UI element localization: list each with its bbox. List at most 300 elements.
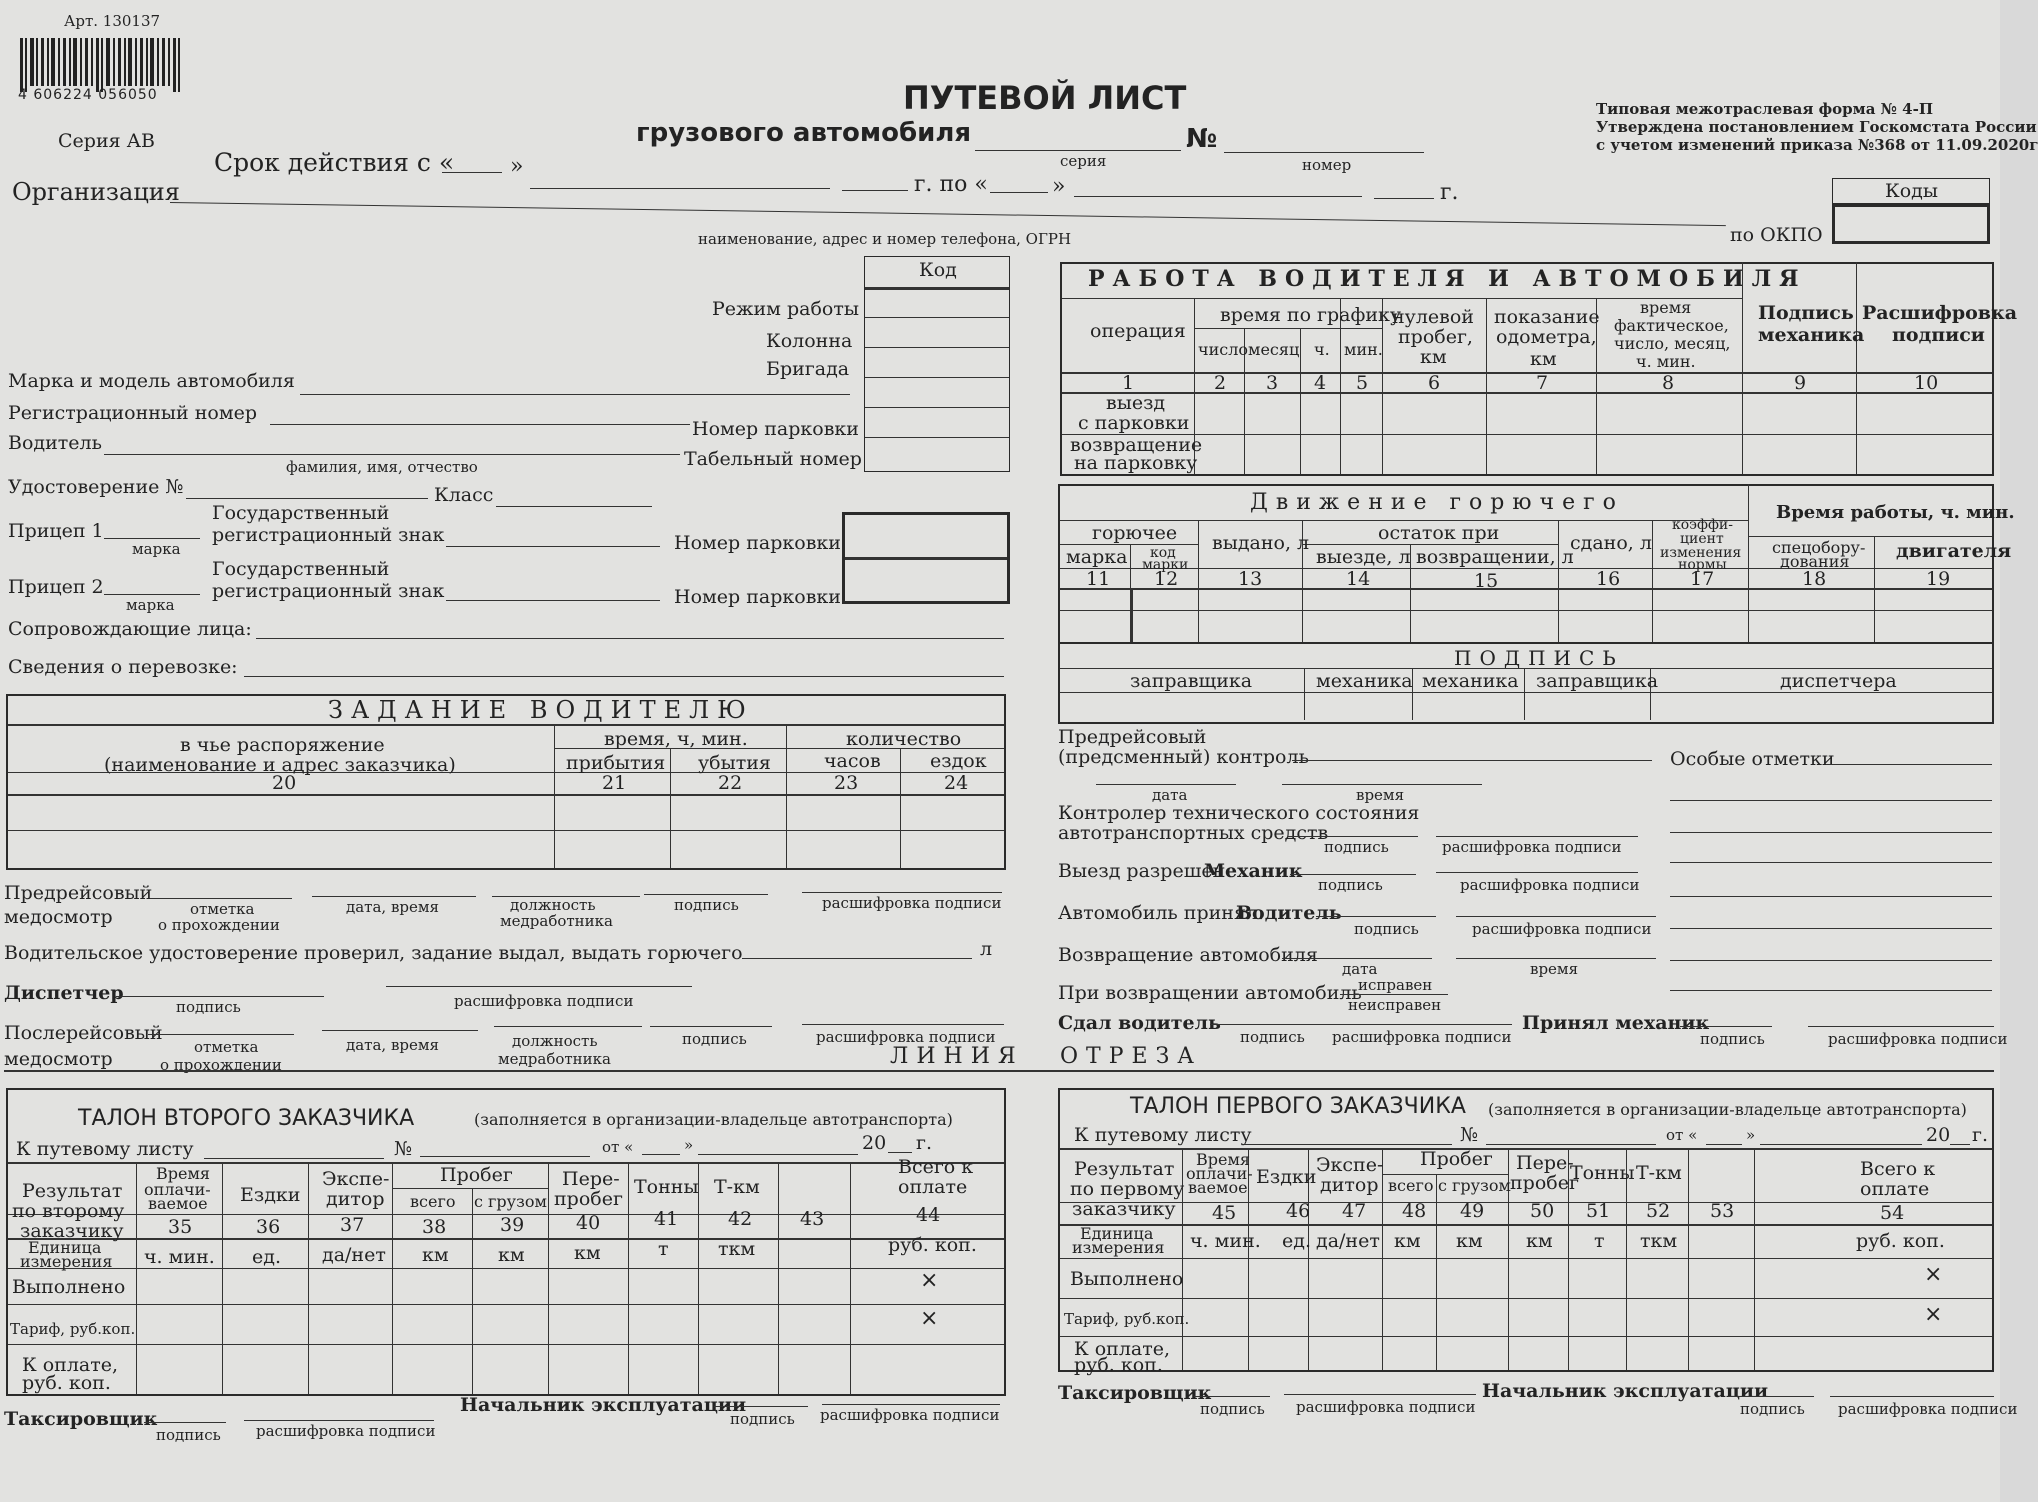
first-unit-km: км xyxy=(1394,1230,1421,1252)
first-col-over-1: Пере- xyxy=(1516,1152,1574,1174)
coef-2: циент xyxy=(1680,531,1724,547)
coef-4: нормы xyxy=(1678,557,1727,573)
serviceable-option[interactable]: исправен xyxy=(1358,976,1433,994)
brigade-label: Бригада xyxy=(766,358,850,380)
first-col-loaded: с грузом xyxy=(1438,1176,1511,1195)
return-row-2: на парковку xyxy=(1074,452,1198,474)
page-title: ПУТЕВОЙ ЛИСТ xyxy=(903,79,1187,117)
second-unit-km-2: км xyxy=(498,1244,525,1266)
inspector-sign-field[interactable] xyxy=(1288,836,1418,837)
issued-header: выдано, л xyxy=(1212,532,1310,554)
second-head-sign[interactable] xyxy=(714,1406,808,1407)
fuel-movement-title: Движение горючего xyxy=(1250,490,1624,515)
first-head-decode-cap: расшифровка подписи xyxy=(1838,1400,2018,1418)
col-20: 20 xyxy=(272,772,297,794)
hour-header: ч. xyxy=(1314,340,1330,359)
first-year-g: г. xyxy=(1972,1124,1988,1146)
codes-header xyxy=(1832,178,1990,204)
first-head-label: Начальник эксплуатации xyxy=(1482,1380,1769,1402)
accept-sign-cap: подпись xyxy=(1354,920,1419,938)
posttrip-decode-field[interactable] xyxy=(802,1024,1004,1025)
actual-time-1: время xyxy=(1640,298,1692,317)
pretrip-decode-cap: расшифровка подписи xyxy=(822,894,1002,912)
col-3: 3 xyxy=(1266,372,1279,394)
okpo-label: по ОКПО xyxy=(1730,224,1823,246)
second-year-field[interactable] xyxy=(888,1152,912,1153)
first-col-time-2: оплачи- xyxy=(1186,1164,1253,1183)
col-50: 50 xyxy=(1530,1200,1555,1222)
posttrip-sign-field[interactable] xyxy=(650,1026,772,1027)
first-col-trips: Ездки xyxy=(1256,1166,1317,1188)
col-23: 23 xyxy=(834,772,859,794)
mech-sign-2: механика xyxy=(1758,324,1865,346)
work-mode-label: Режим работы xyxy=(712,298,859,320)
reg-number-field[interactable] xyxy=(270,424,690,425)
second-head-decode[interactable] xyxy=(822,1404,1000,1405)
pretrip-med-2: медосмотр xyxy=(4,906,113,928)
first-taxer-decode[interactable] xyxy=(1284,1394,1476,1395)
second-customer-coupon xyxy=(6,1088,1006,1396)
col-37: 37 xyxy=(340,1214,365,1236)
second-coupon-title: ТАЛОН ВТОРОГО ЗАКАЗЧИКА xyxy=(78,1106,415,1131)
first-unit-km-3: км xyxy=(1526,1230,1553,1252)
posttrip-med-1: Послерейсовый xyxy=(4,1022,163,1044)
pretrip-date-field[interactable] xyxy=(312,896,476,897)
exit-row-2: с парковки xyxy=(1078,412,1190,434)
precheck-date-field[interactable] xyxy=(1096,784,1236,785)
dispatcher-sign-cap: подпись xyxy=(176,998,241,1016)
org-caption: наименование, адрес и номер телефона, ОГРН xyxy=(698,230,1072,248)
accepted-decode-field[interactable] xyxy=(1808,1026,1994,1027)
col-44: 44 xyxy=(916,1204,941,1226)
first-head-decode[interactable] xyxy=(1830,1396,1994,1397)
col-21: 21 xyxy=(602,772,627,794)
pretrip-date-cap: дата, время xyxy=(346,898,440,916)
handed-over-label: Сдал водитель xyxy=(1058,1012,1221,1034)
second-month-field[interactable] xyxy=(698,1154,858,1155)
pretrip-sign-cap: подпись xyxy=(674,896,739,914)
posttrip-mark-field[interactable] xyxy=(148,1034,294,1035)
special-notes-line-3[interactable] xyxy=(1670,832,1992,833)
posttrip-position-cap-1: должность xyxy=(512,1032,598,1050)
second-unit-t: т xyxy=(658,1238,669,1260)
series-label: Серия АВ xyxy=(58,130,155,152)
special-notes-line-4[interactable] xyxy=(1670,862,1992,863)
first-col-tons: Тонны xyxy=(1570,1162,1635,1184)
trailer2-parking-label: Номер парковки xyxy=(674,586,841,608)
first-from: от « xyxy=(1666,1126,1698,1144)
accompanying-field[interactable] xyxy=(256,638,1004,639)
second-taxer-sign[interactable] xyxy=(144,1422,226,1423)
pretrip-position-cap-2: медработника xyxy=(500,912,613,930)
codes-box xyxy=(864,256,1010,472)
second-coupon-note: (заполняется в организации-владельце автотранспорта) xyxy=(474,1110,953,1129)
okpo-code-box[interactable] xyxy=(1832,204,1990,244)
validity-from-year[interactable] xyxy=(842,190,908,191)
zero-run-1: нулевой xyxy=(1392,306,1474,328)
first-unit-km-2: км xyxy=(1456,1230,1483,1252)
license-label: Удостоверение № xyxy=(8,476,184,498)
parking-box[interactable] xyxy=(842,512,1010,604)
second-waybill-number[interactable] xyxy=(420,1156,590,1157)
car-model-field[interactable] xyxy=(300,394,850,395)
second-result-2: по второму xyxy=(12,1200,125,1222)
posttrip-mark-cap-1: отметка xyxy=(194,1038,259,1056)
first-waybill-series[interactable] xyxy=(1242,1144,1452,1145)
second-cross-1: × xyxy=(920,1268,939,1293)
first-waybill-number[interactable] xyxy=(1486,1144,1656,1145)
second-day-field[interactable] xyxy=(642,1154,680,1155)
col-1: 1 xyxy=(1122,372,1135,394)
validity-to-month[interactable] xyxy=(1074,196,1362,197)
second-head-label: Начальник эксплуатации xyxy=(460,1394,747,1416)
accept-sign-field[interactable] xyxy=(1316,916,1436,917)
driver-field[interactable] xyxy=(104,454,680,455)
col-39: 39 xyxy=(500,1214,525,1236)
accepted-decode-cap: расшифровка подписи xyxy=(1828,1030,2008,1048)
col-48: 48 xyxy=(1402,1200,1427,1222)
first-result-2: по первому xyxy=(1070,1178,1185,1200)
sign-refueler-2: заправщика xyxy=(1536,670,1659,692)
col-5: 5 xyxy=(1356,372,1369,394)
actual-time-4: ч. мин. xyxy=(1636,352,1696,371)
first-coupon-title: ТАЛОН ПЕРВОГО ЗАКАЗЧИКА xyxy=(1130,1094,1466,1119)
exit-row-1: выезд xyxy=(1106,392,1166,414)
first-col-total: всего xyxy=(1388,1176,1434,1195)
precheck-1: Предрейсовый xyxy=(1058,726,1207,748)
fuel-brand-header: марка xyxy=(1066,546,1128,568)
class-field[interactable] xyxy=(496,506,652,507)
second-col-loaded: с грузом xyxy=(474,1192,547,1211)
posttrip-position-field[interactable] xyxy=(494,1026,642,1027)
exit-decode-field[interactable] xyxy=(1436,872,1638,873)
task-col-customer-2: (наименование и адрес заказчика) xyxy=(104,754,456,776)
second-unit-tkm: ткм xyxy=(718,1238,756,1260)
second-col-tons: Тонны xyxy=(634,1176,699,1198)
fuel-code-2: марки xyxy=(1142,557,1189,573)
posttrip-decode-cap: расшифровка подписи xyxy=(816,1028,996,1046)
trailer2-plate-field[interactable] xyxy=(446,600,660,601)
handed-sign-cap: подпись xyxy=(1240,1028,1305,1046)
trailer1-parking-label: Номер парковки xyxy=(674,532,841,554)
actual-time-2: фактическое, xyxy=(1614,316,1729,335)
first-taxer-label: Таксировщик xyxy=(1058,1382,1212,1404)
accompanying-label: Сопровождающие лица: xyxy=(8,618,252,640)
sign-mechanic-2: механика xyxy=(1422,670,1519,692)
trailer1-plate-field[interactable] xyxy=(446,546,660,547)
first-col-sum-1: Всего к xyxy=(1860,1158,1936,1180)
col-2: 2 xyxy=(1214,372,1227,394)
first-unit-tkm: ткм xyxy=(1640,1230,1678,1252)
page-subtitle: грузового автомобиля xyxy=(636,118,972,148)
return-row-1: возвращение xyxy=(1070,434,1203,456)
col-42: 42 xyxy=(728,1208,753,1230)
col-22: 22 xyxy=(718,772,743,794)
car-model-label: Марка и модель автомобиля xyxy=(8,370,295,392)
fuel-header: горючее xyxy=(1092,522,1178,544)
first-col-exp-2: дитор xyxy=(1320,1174,1379,1196)
mechanic-label: Механик xyxy=(1204,860,1303,882)
trailer1-brand-caption: марка xyxy=(132,540,181,558)
first-day-field[interactable] xyxy=(1706,1144,1742,1145)
series-field[interactable] xyxy=(975,150,1181,151)
first-payable-2: руб. коп. xyxy=(1074,1354,1163,1376)
second-waybill-series[interactable] xyxy=(204,1158,384,1159)
exit-sign-cap: подпись xyxy=(1318,876,1383,894)
first-col-mileage: Пробег xyxy=(1420,1148,1493,1170)
col-6: 6 xyxy=(1428,372,1441,394)
second-unit-km: км xyxy=(422,1244,449,1266)
second-unit-km-3: км xyxy=(574,1242,601,1264)
trailer2-brand-field[interactable] xyxy=(104,594,200,595)
second-col-time-1: Время xyxy=(156,1164,211,1183)
col-54: 54 xyxy=(1880,1202,1905,1224)
org-field[interactable] xyxy=(170,202,1726,226)
zero-run-km: км xyxy=(1420,346,1447,368)
col-47: 47 xyxy=(1342,1200,1367,1222)
first-tariff: Тариф, руб.коп. xyxy=(1064,1310,1190,1328)
cut-line-label-1: ЛИНИЯ xyxy=(890,1044,1024,1069)
coef-3: изменения xyxy=(1660,545,1742,561)
col-53: 53 xyxy=(1710,1200,1735,1222)
first-taxer-sign-cap: подпись xyxy=(1200,1400,1265,1418)
second-col-exp-2: дитор xyxy=(326,1188,385,1210)
driver-caption: фамилия, имя, отчество xyxy=(286,458,478,476)
posttrip-position-cap-2: медработника xyxy=(498,1050,611,1068)
trailer1-gos-label-2: регистрационный знак xyxy=(212,524,445,546)
second-col-time-2: оплачи- xyxy=(144,1180,211,1199)
cut-line xyxy=(4,1070,1994,1072)
validity-label: Срок действия с « xyxy=(214,148,455,177)
return-date-field[interactable] xyxy=(1282,958,1432,959)
zero-run-2: пробег, xyxy=(1398,326,1473,348)
liters-unit: л xyxy=(980,938,993,960)
sign-refueler: заправщика xyxy=(1130,670,1253,692)
signatures-table xyxy=(1058,644,1994,724)
minute-header: мин. xyxy=(1344,340,1383,359)
inspector-decode-field[interactable] xyxy=(1436,836,1638,837)
exit-sign-field[interactable] xyxy=(1290,874,1416,875)
posttrip-date-field[interactable] xyxy=(322,1030,478,1031)
second-payable-2: руб. коп. xyxy=(22,1372,111,1394)
first-col-over-2: пробег xyxy=(1510,1172,1579,1194)
first-head-sign-cap: подпись xyxy=(1740,1400,1805,1418)
quote-close-2: » xyxy=(1052,174,1066,199)
dispatcher-label: Диспетчер xyxy=(4,982,124,1004)
first-unit-rub: руб. коп. xyxy=(1856,1230,1945,1252)
col-24: 24 xyxy=(944,772,969,794)
task-col-customer-1: в чье распоряжение xyxy=(180,734,385,756)
precheck-date-cap: дата xyxy=(1152,786,1188,804)
first-month-field[interactable] xyxy=(1760,1144,1922,1145)
second-unit-2: измерения xyxy=(20,1252,113,1271)
second-taxer-sign-cap: подпись xyxy=(156,1426,221,1444)
second-col-time-3: ваемое xyxy=(148,1194,208,1213)
col-46: 46 xyxy=(1286,1200,1311,1222)
second-col-sum-1: Всего к xyxy=(898,1156,974,1178)
first-col-exp-1: Экспе- xyxy=(1316,1154,1384,1176)
first-quote: » xyxy=(1746,1126,1756,1144)
first-num-sign: № xyxy=(1460,1124,1478,1146)
first-unit-2: измерения xyxy=(1072,1238,1165,1257)
decode-2: подписи xyxy=(1892,324,1985,346)
driver-accept-label: Водитель xyxy=(1236,902,1342,924)
second-tariff: Тариф, руб.коп. xyxy=(10,1320,136,1338)
first-head-sign[interactable] xyxy=(1728,1396,1814,1397)
accept-decode-field[interactable] xyxy=(1456,916,1656,917)
number-caption: номер xyxy=(1302,156,1352,174)
second-unit-yesno: да/нет xyxy=(322,1244,386,1266)
handed-sign-field[interactable] xyxy=(1210,1024,1328,1025)
first-year-field[interactable] xyxy=(1950,1144,1970,1145)
col-49: 49 xyxy=(1460,1200,1485,1222)
second-year-g: г. xyxy=(916,1132,932,1154)
posttrip-sign-cap: подпись xyxy=(682,1030,747,1048)
second-unit-rub: руб. коп. xyxy=(888,1234,977,1256)
barcode xyxy=(18,38,188,104)
second-unit-1: Единица xyxy=(28,1238,102,1257)
col-52: 52 xyxy=(1646,1200,1671,1222)
work-time-header: Время работы, ч. мин. xyxy=(1776,502,2015,523)
year-suffix: г. xyxy=(1440,180,1459,205)
pretrip-mark-field[interactable] xyxy=(150,898,292,899)
dispatcher-sign-field[interactable] xyxy=(116,996,324,997)
special-notes-line-2[interactable] xyxy=(1670,800,1992,801)
odometer-km: км xyxy=(1530,348,1557,370)
second-unit-pcs: ед. xyxy=(252,1246,281,1268)
license-checked-label: Водительское удостоверение проверил, задание выдал, выдать горючего xyxy=(4,942,743,964)
driver-work-table xyxy=(1060,262,2018,476)
col-12: 12 xyxy=(1154,568,1179,590)
col-14: 14 xyxy=(1346,568,1371,590)
form-line-3: с учетом изменений приказа №368 от 11.09.2020г xyxy=(1596,136,2038,154)
org-label: Организация xyxy=(12,178,180,206)
special-notes-line-7[interactable] xyxy=(1670,960,1992,961)
first-result-3: заказчику xyxy=(1072,1198,1176,1220)
remainder-return: возвращении, л xyxy=(1416,546,1574,568)
col-16: 16 xyxy=(1596,568,1621,590)
number-field[interactable] xyxy=(1224,152,1424,153)
inspector-sign-cap: подпись xyxy=(1324,838,1389,856)
precheck-time-cap: время xyxy=(1356,786,1405,804)
fuel-amount-field[interactable] xyxy=(742,958,972,959)
special-notes-line-5[interactable] xyxy=(1670,896,1992,897)
accepted-sign-field[interactable] xyxy=(1680,1026,1772,1027)
col-51: 51 xyxy=(1586,1200,1611,1222)
col-35: 35 xyxy=(168,1216,193,1238)
dispatcher-decode-field[interactable] xyxy=(386,986,692,987)
second-col-sum-2: оплате xyxy=(898,1176,968,1198)
special-notes-line-6[interactable] xyxy=(1670,928,1992,929)
to-label: г. по « xyxy=(914,172,988,197)
col-19: 19 xyxy=(1926,568,1951,590)
first-col-time-1: Время xyxy=(1196,1150,1251,1169)
engine-header: двигателя xyxy=(1896,540,2012,562)
remainder-exit: выезде, л xyxy=(1316,546,1411,568)
trailer2-label: Прицеп 2 xyxy=(8,576,104,598)
handed-decode-cap: расшифровка подписи xyxy=(1332,1028,1512,1046)
second-col-exp-1: Экспе- xyxy=(322,1168,390,1190)
accept-decode-cap: расшифровка подписи xyxy=(1472,920,1652,938)
first-taxer-sign[interactable] xyxy=(1194,1396,1270,1397)
validity-from-month[interactable] xyxy=(530,188,830,189)
driver-task-title: ЗАДАНИЕ ВОДИТЕЛЮ xyxy=(328,696,754,724)
article-number: Арт. 130137 xyxy=(64,12,161,30)
validity-from-day[interactable] xyxy=(442,172,502,173)
first-payable-1: К оплате, xyxy=(1074,1338,1171,1360)
second-taxer-decode[interactable] xyxy=(244,1420,434,1421)
first-unit-time: ч. мин. xyxy=(1190,1230,1261,1252)
schedule-time-header: время по графику xyxy=(1220,304,1402,326)
exit-allowed-label: Выезд разрешен xyxy=(1058,860,1226,882)
second-col-total: всего xyxy=(410,1192,456,1211)
sign-mechanic: механика xyxy=(1316,670,1413,692)
first-col-tkm: Т-км xyxy=(1636,1162,1682,1184)
sign-dispatcher: диспетчера xyxy=(1780,670,1897,692)
special-notes-field[interactable] xyxy=(1826,764,1992,765)
mech-sign-1: Подпись xyxy=(1758,302,1854,324)
trailer1-brand-field[interactable] xyxy=(104,538,200,539)
validity-to-year[interactable] xyxy=(1374,198,1434,199)
first-result-1: Результат xyxy=(1074,1158,1175,1180)
precheck-2: (предсменный) контроль xyxy=(1058,746,1309,768)
validity-to-day[interactable] xyxy=(990,192,1048,193)
precheck-field[interactable] xyxy=(1292,760,1652,761)
return-time-field[interactable] xyxy=(1456,958,1656,959)
pretrip-decode-field[interactable] xyxy=(802,892,1002,893)
second-head-sign-cap: подпись xyxy=(730,1410,795,1428)
second-taxer-label: Таксировщик xyxy=(4,1408,158,1430)
precheck-time-field[interactable] xyxy=(1282,784,1482,785)
col-11: 11 xyxy=(1086,568,1111,590)
posttrip-mark-cap-2: о прохождении xyxy=(160,1056,282,1074)
personnel-number-label: Табельный номер xyxy=(684,448,862,470)
remainder-header: остаток при xyxy=(1378,522,1500,544)
codes-label: Коды xyxy=(1885,180,1938,202)
first-cross-1: × xyxy=(1924,1262,1943,1287)
pretrip-mark-cap-2: о прохождении xyxy=(158,916,280,934)
second-col-tkm: Т-км xyxy=(714,1176,760,1198)
trailer2-brand-caption: марка xyxy=(126,596,175,614)
on-return-label: При возвращении автомобиль xyxy=(1058,982,1362,1004)
second-year: 20 xyxy=(862,1132,887,1154)
return-time-cap: время xyxy=(1530,960,1579,978)
driver-task-table xyxy=(6,694,1006,870)
coef-1: коэффи- xyxy=(1672,517,1733,533)
special-notes-line-8[interactable] xyxy=(1670,990,1992,991)
car-accepted-label: Автомобиль принял. xyxy=(1058,902,1265,924)
first-customer-coupon xyxy=(1058,1088,1994,1376)
col-36: 36 xyxy=(256,1216,281,1238)
handed-decode-field[interactable] xyxy=(1316,1024,1512,1025)
license-field[interactable] xyxy=(186,498,428,499)
pretrip-med-1: Предрейсовый xyxy=(4,882,153,904)
special-equip-1: спецобору- xyxy=(1772,538,1866,557)
pretrip-sign-field[interactable] xyxy=(644,894,768,895)
transport-info-field[interactable] xyxy=(244,676,1004,677)
first-unit-pcs: ед. xyxy=(1282,1230,1311,1252)
second-col-over-1: Пере- xyxy=(562,1168,620,1190)
return-date-cap: дата xyxy=(1342,960,1378,978)
second-num-sign: № xyxy=(394,1138,412,1160)
barcode-number: 4 606224 056050 xyxy=(18,87,158,103)
pretrip-position-cap-1: должность xyxy=(510,896,596,914)
first-coupon-note: (заполняется в организации-владельце автотранспорта) xyxy=(1488,1100,1967,1119)
unserviceable-option[interactable]: неисправен xyxy=(1348,996,1442,1014)
parking-number-label: Номер парковки xyxy=(692,418,859,440)
col-10: 10 xyxy=(1914,372,1939,394)
trailer2-gos-label-1: Государственный xyxy=(212,558,390,580)
